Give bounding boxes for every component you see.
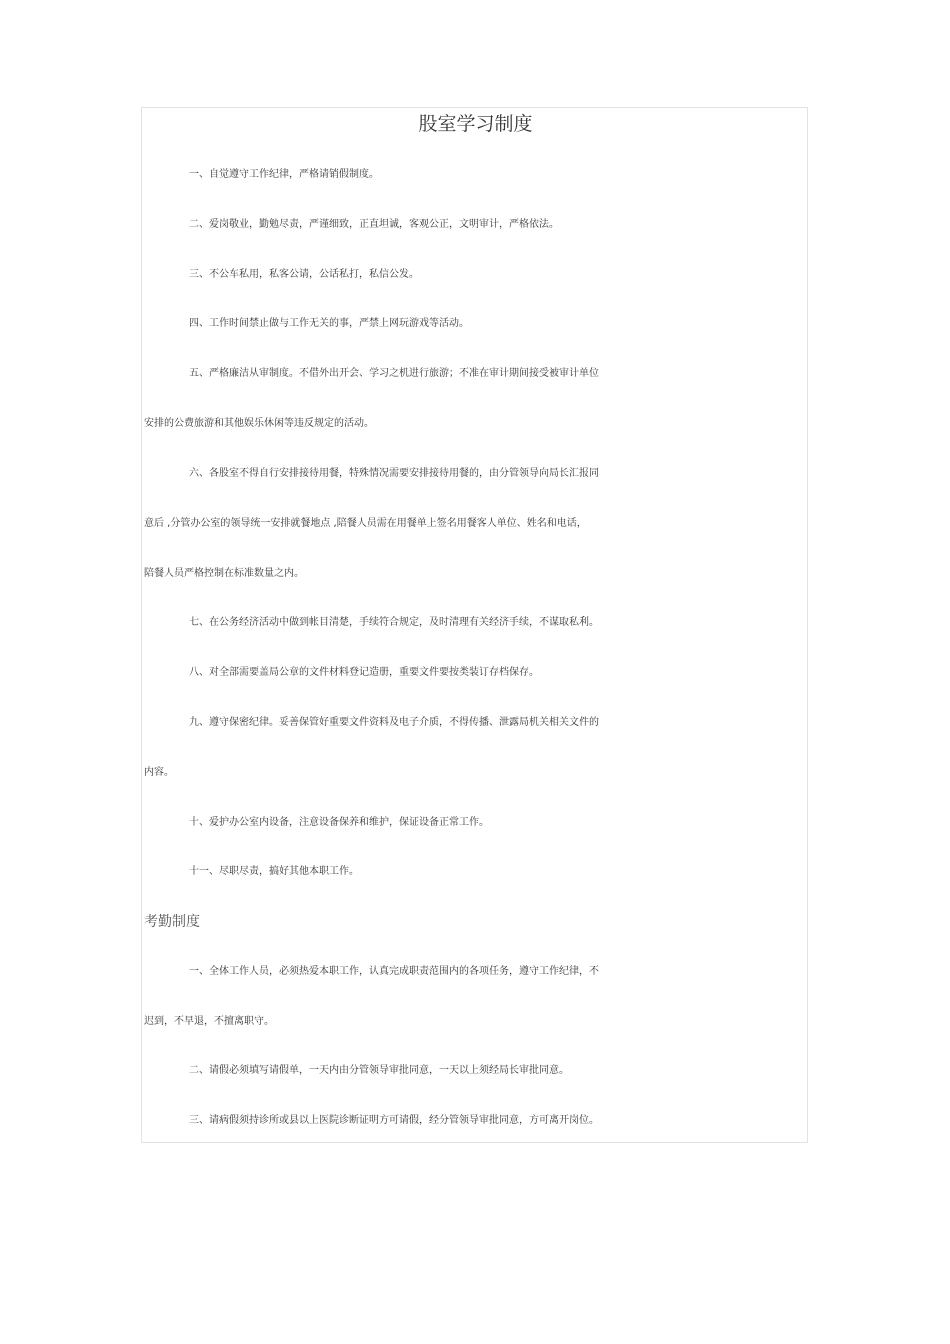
rule-5-line-1: 五、严格廉洁从审制度。不借外出开会、学习之机进行旅游；不准在审计期间接受被审计单位 (189, 368, 599, 379)
rule-3-line-1: 三、不公车私用，私客公请，公话私打，私信公发。 (189, 269, 419, 280)
attendance-rule-1-line-1: 一、全体工作人员，必须热爱本职工作，认真完成职责范围内的各项任务，遵守工作纪律，不 (189, 966, 599, 977)
rule-7-line-1: 七、在公务经济活动中做到帐目清楚，手续符合规定，及时清理有关经济手续，不谋取私利。 (189, 617, 599, 628)
rule-6-line-2: 意后 ,分管办公室的领导统一安排就餐地点 ,陪餐人员需在用餐单上签名用餐客人单位、姓名和电话， (144, 518, 587, 529)
rule-5-line-2: 安排的公费旅游和其他娱乐休闲等违反规定的活动。 (144, 418, 374, 429)
rule-11-line-1: 十一、尽职尽责，搞好其他本职工作。 (189, 866, 359, 877)
attendance-rule-1-line-2: 迟到，不早退，不擅离职守。 (144, 1016, 274, 1027)
attendance-rule-3-line-1: 三、请病假须持诊所或县以上医院诊断证明方可请假，经分管领导审批同意，方可离开岗位。 (189, 1115, 599, 1126)
rule-2-line-1: 二、爱岗敬业，勤勉尽责，严谨细致，正直坦诚，客观公正，文明审计，严格依法。 (189, 219, 559, 230)
rule-8-line-1: 八、对全部需要盖局公章的文件材料登记造册，重要文件要按类装订存档保存。 (189, 667, 539, 678)
rule-10-line-1: 十、爱护办公室内设备，注意设备保养和维护，保证设备正常工作。 (189, 817, 489, 828)
rule-4-line-1: 四、工作时间禁止做与工作无关的事，严禁上网玩游戏等活动。 (189, 318, 469, 329)
rule-9-line-1: 九、遵守保密纪律。妥善保管好重要文件资料及电子介质，不得传播、泄露局机关相关文件的 (189, 717, 599, 728)
rule-1-line-1: 一、自觉遵守工作纪律，严格请销假制度。 (189, 169, 379, 180)
attendance-heading: 考勤制度 (144, 914, 200, 930)
document-title: 股室学习制度 (418, 113, 533, 135)
document-frame (141, 107, 808, 1143)
attendance-rule-2-line-1: 二、请假必须填写请假单，一天内由分管领导审批同意，一天以上须经局长审批同意。 (189, 1065, 569, 1076)
rule-6-line-1: 六、各股室不得自行安排接待用餐，特殊情况需要安排接待用餐的，由分管领导向局长汇报同 (189, 468, 599, 479)
rule-6-line-3: 陪餐人员严格控制在标准数量之内。 (144, 568, 304, 579)
rule-9-line-2: 内容。 (144, 767, 174, 778)
